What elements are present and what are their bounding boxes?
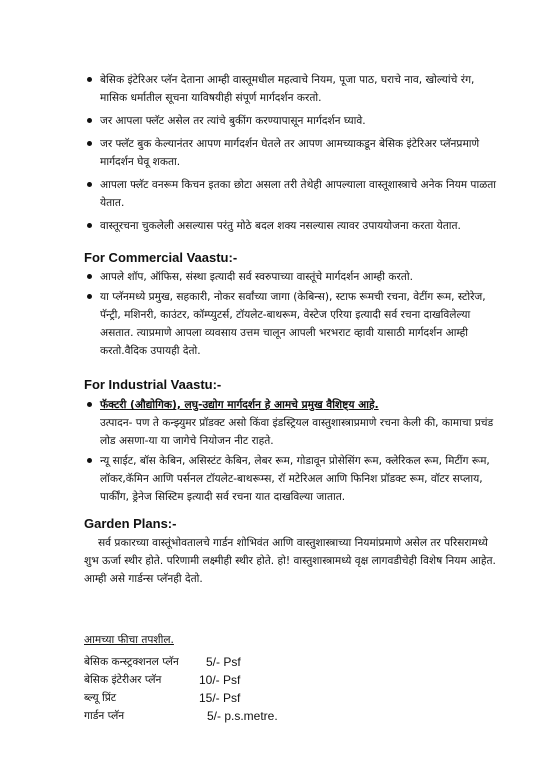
list-item: न्यू साईट, बॉस केबिन, असिस्टंट केबिन, लेबर रूम, गोडावून प्रोसेसिंग रूम, क्लेरिकल रूम, मिटींग रूम, लॉकर,कॅमिन आणि पर्सनल टॉयलेट-बाथरूम्स, रॉ मटेरिअल आणि फिनिश प्रॉडक्ट रूम, वॉटर सप्लाय, पार्कींग, ड्रेनेज सिस्टिम इत्यादी सर्व रचना यात दाखविल्या जातात. bbox=[84, 452, 498, 506]
fee-label: ब्ल्यू प्रिंट bbox=[84, 692, 117, 704]
industrial-highlight: फॅक्टरी (औद्योगिक), लघु-उद्योग मार्गदर्शन हे आमचे प्रमुख वैशिष्ट्य आहे. bbox=[100, 399, 379, 411]
bullet-icon bbox=[87, 458, 92, 463]
fee-label: गार्डन प्लॅन bbox=[84, 710, 125, 722]
fee-price: 15/- Psf bbox=[199, 691, 241, 705]
industrial-list bbox=[84, 396, 498, 508]
industrial-heading: For Industrial Vaastu:- bbox=[84, 377, 222, 392]
garden-heading: Garden Plans:- bbox=[84, 516, 177, 531]
bullet-icon bbox=[87, 118, 92, 123]
fees-title: आमच्या फीचा तपशील. bbox=[84, 634, 174, 646]
fee-price: 10/- Psf bbox=[199, 673, 241, 687]
commercial-list bbox=[84, 268, 498, 362]
list-item: आपले शॉप, ऑफिस, संस्था इत्यादी सर्व स्वरुपाच्या वास्तूंचे मार्गदर्शन आम्ही करतो. bbox=[84, 268, 498, 286]
list-item: या प्लॅनमध्ये प्रमुख, सहकारी, नोकर सर्वांच्या जागा (केबिन्स), स्टाफ रूमची रचना, वेटींग रूम, स्टोरेज, पॅन्ट्री, मशिनरी, काउंटर, कॉम्प्युटर्स, टॉयलेट-बाथरूम, वेस्टेज एरिया इत्यादी सर्व रचना दाखविलेल्या असतात. त्याप्रमाणे आपला व्यवसाय उत्तम चालून आपली भरभराट व्हावी यासाठी मार्गदर्शन आम्ही करतो.वैदिक उपायही देतो. bbox=[84, 288, 498, 360]
list-item: जर आपला फ्लॅट असेल तर त्यांचे बुकींग करण्यापासून मार्गदर्शन घ्यावे. bbox=[84, 112, 498, 130]
bullet-icon bbox=[87, 223, 92, 228]
bullet-icon bbox=[87, 274, 92, 279]
list-item: बेसिक इंटेरिअर प्लॅन देताना आम्ही वास्तूमधील महत्वाचे नियम, पूजा पाठ, घराचे नाव, खोल्यांचे रंग, मासिक धर्मातील सूचना याविषयीही संपूर्ण मार्गदर्शन करतो. bbox=[84, 71, 498, 107]
bullet-icon bbox=[87, 182, 92, 187]
bullet-icon bbox=[87, 294, 92, 299]
commercial-heading: For Commercial Vaastu:- bbox=[84, 250, 238, 265]
bullet-icon bbox=[87, 402, 92, 407]
garden-paragraph: सर्व प्रकारच्या वास्तूंभोवतालचे गार्डन शोभिवंत आणि वास्तुशास्त्राच्या नियमांप्रमाणे असेल तर परिसरामध्ये शुभ ऊर्जा स्थीर होते. परिणामी लक्ष्मीही स्थीर होते. हो! वास्तुशास्त्रामध्ये वृक्ष लागवडीचेही विशेष नियम आहेत. आम्ही असे गार्डन्स प्लॅनही देतो. bbox=[84, 537, 496, 585]
fee-price: 5/- Psf bbox=[206, 655, 241, 669]
fee-row bbox=[84, 690, 241, 706]
list-item: जर फ्लॅट बुक केल्यानंतर आपण मार्गदर्शन घेतले तर आपण आमच्याकडून बेसिक इंटेरिअर प्लॅनप्रमाणे मार्गदर्शन घेवू शकता. bbox=[84, 135, 498, 171]
fee-row bbox=[84, 708, 278, 724]
list-item: आपला फ्लॅट वनरूम किचन इतका छोटा असला तरी तेथेही आपल्याला वास्तूशास्त्राचे अनेक नियम पाळता येतात. bbox=[84, 176, 498, 212]
list-item: वास्तूरचना चुकलेली असल्यास परंतु मोठे बदल शक्य नसल्यास त्यावर उपाययोजना करता येतात. bbox=[84, 217, 498, 235]
bullet-icon bbox=[87, 141, 92, 146]
fee-row bbox=[84, 672, 241, 688]
intro-list bbox=[84, 71, 498, 240]
fee-label: बेसिक इंटेरीअर प्लॅन bbox=[84, 674, 162, 686]
fee-price: 5/- p.s.metre. bbox=[207, 709, 278, 723]
list-item: फॅक्टरी (औद्योगिक), लघु-उद्योग मार्गदर्शन हे आमचे प्रमुख वैशिष्ट्य आहे. उत्पादन- पण ते कन्झ्युमर प्रॉडक्ट असो किंवा इंडस्ट्रियल वास्तुशास्त्राप्रमाणे रचना केली की, कामाचा प्रचंड लोड असणा-या या जागेचे नियोजन नीट राहते. bbox=[84, 396, 498, 450]
fee-label: बेसिक कन्स्ट्रक्शनल प्लॅन bbox=[84, 656, 179, 668]
bullet-icon bbox=[87, 77, 92, 82]
fee-row bbox=[84, 654, 241, 670]
